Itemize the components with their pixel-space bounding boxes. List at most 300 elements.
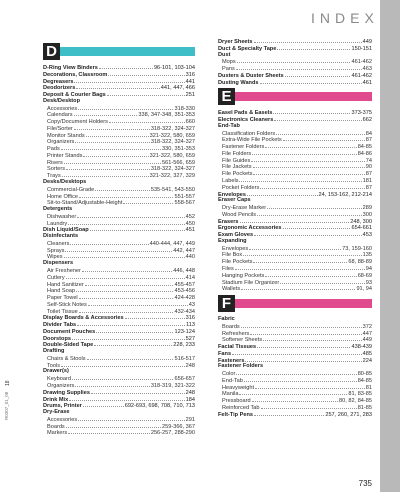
entry-term: Hand Sanitizer — [47, 281, 84, 288]
entry-term: Toilet Tissue — [47, 308, 78, 315]
index-entry — [218, 316, 372, 323]
entry-term: Dryer Sheets — [218, 39, 253, 45]
index-entry — [218, 343, 372, 350]
dot-leader — [257, 343, 350, 348]
side-margin-strip — [380, 0, 400, 492]
dot-leader — [75, 382, 149, 387]
dot-leader — [239, 177, 361, 182]
entry-term: File Pockets — [222, 259, 253, 266]
index-entry — [43, 91, 195, 98]
dot-leader — [82, 267, 172, 272]
letter-banner — [218, 88, 372, 105]
entry-pages: 561-566, 659 — [162, 159, 195, 166]
dot-leader — [232, 350, 362, 355]
index-entry — [218, 384, 372, 391]
dot-leader — [91, 389, 185, 394]
entry-term: Heavyweight — [222, 384, 255, 391]
index-entry — [43, 328, 195, 335]
banner-bar — [218, 92, 372, 101]
entry-term: Pads — [47, 146, 60, 153]
index-entry — [218, 45, 372, 52]
index-entry — [43, 199, 195, 206]
index-entry — [218, 370, 372, 377]
entry-pages: 440 — [185, 254, 195, 261]
index-entry — [43, 64, 195, 71]
dot-leader — [66, 274, 185, 279]
dot-leader — [260, 184, 364, 189]
entry-term: Pans — [222, 66, 235, 73]
index-entry — [218, 245, 372, 252]
index-entry — [43, 416, 195, 423]
entry-pages: 338, 347-348, 351-353 — [138, 112, 195, 119]
entry-term: Extra-Wide File Pockets — [222, 137, 282, 144]
index-entry — [43, 423, 195, 430]
entry-term: Wood Pencils — [222, 211, 257, 218]
dot-leader — [125, 314, 185, 319]
entry-term: Hand Soap — [47, 288, 75, 295]
dot-leader — [94, 341, 172, 346]
entry-term: D-Ring View Binders — [43, 65, 98, 71]
entry-pages: 654-661 — [351, 225, 372, 232]
entry-term: Electronics Cleaners — [218, 117, 274, 124]
dot-leader — [273, 109, 350, 114]
entry-pages: 84-85 — [357, 377, 372, 384]
entry-pages: 96-101, 103-104 — [153, 65, 195, 71]
index-entry — [43, 267, 195, 274]
index-entry — [43, 396, 195, 403]
entry-term: Files — [222, 265, 234, 272]
dot-leader — [62, 172, 149, 177]
index-entry — [43, 260, 195, 267]
entry-term: File Guides — [222, 157, 251, 164]
index-entry — [218, 65, 372, 72]
entry-term: Risers — [47, 159, 63, 166]
entry-term: Divider Tabs — [43, 322, 77, 329]
entry-term: Pressboard — [222, 398, 251, 405]
index-entry — [43, 193, 195, 200]
entry-pages: 446, 448 — [173, 267, 195, 274]
dot-leader — [283, 136, 365, 141]
dot-leader — [285, 72, 351, 77]
entry-pages: 452 — [185, 213, 195, 220]
dot-leader — [68, 429, 150, 434]
entry-term: Dish Liquid/Soap — [43, 227, 89, 234]
entry-pages: 81-85 — [357, 404, 372, 411]
dot-leader — [86, 132, 149, 137]
entry-term: Drawing Supplies — [43, 389, 90, 396]
index-entry — [218, 251, 372, 258]
entry-pages: 84 — [365, 130, 372, 137]
entry-term: Dispensers — [43, 260, 74, 267]
dot-leader — [280, 279, 365, 284]
index-entry — [43, 111, 195, 118]
index-entry — [43, 301, 195, 308]
entry-term: Boards — [222, 323, 240, 330]
entry-pages: 135 — [362, 252, 372, 259]
dot-leader — [90, 226, 185, 231]
index-entry — [218, 224, 372, 231]
dot-leader — [245, 357, 361, 362]
dot-leader — [253, 170, 364, 175]
entry-pages: 93 — [365, 279, 372, 286]
index-entry — [218, 231, 372, 238]
entry-term: Color — [222, 371, 236, 378]
index-entry — [43, 382, 195, 389]
entry-pages: 321-322, 580, 659 — [149, 152, 195, 159]
entry-pages: 318-322, 324-327 — [150, 139, 195, 146]
entry-term: Dust — [218, 51, 231, 58]
entry-term: Desk/Desktop — [43, 97, 80, 104]
entry-pages: 318-322, 324-327 — [150, 125, 195, 132]
entry-term: Facial Tissues — [218, 344, 257, 351]
dot-leader — [74, 111, 138, 116]
entry-term: File Box — [222, 252, 243, 259]
index-entry — [218, 323, 372, 330]
entry-term: Drafting — [43, 348, 65, 355]
index-entry — [43, 281, 195, 288]
entry-term: File Jackets — [222, 164, 252, 171]
entry-pages: 80-85 — [357, 371, 372, 378]
entry-term: Eraser Caps — [218, 197, 251, 204]
index-entry — [218, 150, 372, 157]
dot-leader — [74, 125, 150, 130]
entry-pages: 248 — [185, 389, 195, 396]
entry-term: Dusters & Duster Sheets — [218, 72, 284, 79]
index-entry — [43, 429, 195, 436]
index-entry — [218, 258, 372, 265]
dot-leader — [77, 213, 184, 218]
dot-leader — [283, 224, 351, 229]
entry-term: Exam Gloves — [218, 232, 254, 239]
index-entry — [43, 71, 195, 78]
index-entry — [218, 191, 372, 198]
index-entry — [218, 404, 372, 411]
index-entry — [43, 152, 195, 159]
entry-pages: 442, 447 — [173, 247, 195, 254]
dot-leader — [95, 186, 150, 191]
entry-term: Labels — [222, 178, 239, 185]
dot-leader — [75, 138, 149, 143]
dot-leader — [79, 193, 173, 198]
index-entry — [218, 330, 372, 337]
entry-term: Wipes — [47, 254, 63, 261]
entry-pages: 84-86 — [357, 150, 372, 157]
dot-leader — [109, 118, 185, 123]
index-entry — [43, 132, 195, 139]
index-entry — [218, 377, 372, 384]
entry-term: Fasteners — [218, 357, 245, 364]
dot-leader — [249, 245, 341, 250]
entry-term: Refreshers — [222, 330, 250, 337]
entry-pages: 424-428 — [174, 295, 195, 302]
entry-pages: 316 — [185, 71, 195, 78]
dot-leader — [87, 355, 174, 360]
entry-pages: 535-541, 543-550 — [150, 186, 195, 193]
entry-pages: 259-366, 367 — [162, 423, 195, 430]
entry-term: End-Tab — [222, 377, 243, 384]
dot-leader — [265, 143, 356, 148]
entry-term: Desks/Desktops — [43, 179, 87, 186]
index-entry — [218, 58, 372, 65]
dot-leader — [236, 65, 362, 70]
dot-leader — [250, 330, 361, 335]
entry-pages: 449 — [362, 39, 372, 45]
entry-pages: 81 — [365, 384, 372, 391]
entry-term: Boards — [47, 423, 65, 430]
entry-term: Calendars — [47, 112, 73, 119]
dot-leader — [61, 362, 185, 367]
dot-leader — [76, 84, 159, 89]
dot-leader — [237, 58, 351, 63]
index-entry — [43, 335, 195, 342]
entry-term: Stadium File Organizer — [222, 279, 280, 286]
index-entry — [218, 218, 372, 225]
entry-term: Deposit & Courier Bags — [43, 92, 106, 99]
dot-leader — [108, 71, 184, 76]
entry-term: Envelopes — [222, 245, 249, 252]
entry-term: Accessories — [47, 416, 78, 423]
index-header-title: INDEX — [311, 10, 379, 26]
entry-term: Duct & Specialty Tape — [218, 45, 277, 52]
entry-term: Cleaners — [47, 240, 70, 247]
index-entry — [43, 105, 195, 112]
entry-pages: 318-322, 324-327 — [150, 166, 195, 173]
entry-term: Display Boards & Accessories — [43, 315, 124, 322]
entry-pages: 289 — [362, 205, 372, 212]
entry-term: Easel Pads & Easels — [218, 110, 273, 117]
index-entry — [43, 375, 195, 382]
entry-term: Felt-Tip Pens — [218, 411, 254, 418]
entry-pages: 248 — [185, 362, 195, 369]
index-entry — [218, 177, 372, 184]
dot-leader — [255, 384, 365, 389]
entry-term: Erasers — [218, 218, 239, 225]
entry-pages: 692-693, 698, 708, 710, 713 — [124, 403, 195, 410]
dot-leader — [265, 272, 356, 277]
index-entry — [218, 72, 372, 79]
dot-leader — [239, 390, 347, 395]
index-entry — [43, 314, 195, 321]
dot-leader — [77, 321, 185, 326]
index-entry — [218, 279, 372, 286]
entry-term: File Folders — [222, 150, 252, 157]
entry-term: Dry-Erase Marker — [222, 205, 267, 212]
dot-leader — [241, 323, 362, 328]
index-entry — [43, 287, 195, 294]
index-entry — [218, 265, 372, 272]
index-entry — [218, 363, 372, 370]
entry-pages: 461 — [362, 79, 372, 86]
entry-pages: 87 — [365, 171, 372, 178]
index-entry — [218, 285, 372, 292]
index-entry — [43, 294, 195, 301]
entry-term: Dry-Erase — [43, 409, 70, 416]
section-letter: E — [218, 88, 235, 105]
index-entry — [43, 368, 195, 375]
entry-pages: 516-517 — [174, 355, 195, 362]
dot-leader — [240, 218, 350, 223]
index-entry — [43, 233, 195, 240]
dot-leader — [244, 377, 357, 382]
entry-term: Cutlery — [47, 274, 65, 281]
dot-leader — [79, 294, 174, 299]
dot-leader — [99, 64, 153, 69]
banner-bar — [43, 47, 195, 56]
entry-term: Sorters — [47, 166, 66, 173]
index-entry — [218, 411, 372, 418]
entry-term: Fastener Folders — [218, 363, 264, 370]
entry-pages: 228, 233 — [173, 342, 195, 349]
entry-pages: 558-567 — [174, 200, 195, 207]
index-entry — [43, 341, 195, 348]
dot-leader — [64, 253, 185, 258]
index-entry — [43, 145, 195, 152]
entry-pages: 256-257, 288-290 — [150, 430, 195, 437]
entry-term: Pocket Folders — [222, 184, 260, 191]
entry-pages: 291 — [185, 416, 195, 423]
entry-pages: 330, 351-353 — [162, 146, 195, 153]
entry-pages: 449 — [362, 337, 372, 344]
entry-term: Organizers — [47, 139, 75, 146]
index-entry — [218, 143, 372, 150]
entry-pages: 68, 88-89 — [348, 259, 372, 266]
dot-leader — [263, 336, 362, 341]
dot-leader — [253, 163, 365, 168]
entry-term: Printer Stands — [47, 152, 83, 159]
entry-pages: 660 — [185, 119, 195, 126]
index-entry — [43, 125, 195, 132]
dot-leader — [277, 45, 350, 50]
entry-term: Reinforced Tab — [222, 404, 260, 411]
index-entry — [43, 186, 195, 193]
entry-term: Manila — [222, 391, 239, 398]
entry-pages: 318-319, 321-322 — [150, 382, 195, 389]
entry-pages: 113 — [186, 322, 195, 329]
index-column-left — [43, 40, 195, 436]
entry-pages: 181 — [362, 178, 372, 185]
dot-leader — [83, 402, 124, 407]
dot-leader — [243, 251, 361, 256]
entry-term: Accessories — [47, 105, 78, 112]
entry-term: Disinfectants — [43, 233, 79, 240]
entry-pages: 224 — [362, 357, 372, 364]
dot-leader — [78, 105, 173, 110]
dot-leader — [251, 157, 364, 162]
dot-leader — [72, 335, 185, 340]
entry-pages: 527 — [185, 335, 195, 342]
dot-leader — [260, 79, 362, 84]
dot-leader — [65, 247, 172, 252]
entry-pages: 316 — [185, 315, 195, 322]
section-letter: D — [43, 43, 60, 60]
entry-pages: 91, 94 — [356, 286, 372, 293]
entry-term: Deodorizers — [43, 85, 76, 92]
entry-pages: 87 — [365, 137, 372, 144]
entry-term: Detergents — [43, 206, 73, 213]
entry-pages: 461-462 — [351, 72, 372, 79]
entry-term: Laundry — [47, 220, 68, 227]
index-entry — [43, 226, 195, 233]
index-entry — [218, 130, 372, 137]
entry-pages: 68-69 — [357, 272, 372, 279]
entry-pages: 257, 260, 271, 283 — [325, 411, 372, 418]
index-entry — [218, 170, 372, 177]
dot-leader — [76, 287, 173, 292]
page-number: 735 — [358, 479, 372, 488]
entry-term: Tools — [47, 362, 61, 369]
entry-term: Commercial-Grade — [47, 186, 95, 193]
entry-pages: 551-557 — [174, 193, 195, 200]
entry-pages: 84-85 — [357, 144, 372, 151]
entry-term: Drawer(s) — [43, 368, 69, 375]
entry-pages: 450 — [185, 220, 195, 227]
entry-pages: 321-322, 327, 329 — [149, 173, 195, 180]
index-entry — [43, 165, 195, 172]
index-entry — [218, 397, 372, 404]
entry-pages: 662 — [362, 117, 372, 124]
entry-term: Fans — [218, 350, 232, 357]
dot-leader — [78, 416, 185, 421]
index-entry — [218, 204, 372, 211]
entry-pages: 414 — [185, 274, 195, 281]
entry-term: Air Freshener — [47, 267, 81, 274]
entry-term: Document Pouches — [43, 328, 96, 335]
index-entry — [43, 159, 195, 166]
section-letter: F — [218, 295, 235, 312]
side-code: R0307_01_08 — [4, 391, 9, 420]
index-entry — [43, 138, 195, 145]
entry-pages: 73, 159-160 — [342, 245, 372, 252]
dot-leader — [61, 145, 161, 150]
entry-term: File Pockets — [222, 171, 253, 178]
dot-leader — [247, 191, 318, 196]
entry-pages: 440-444, 447, 449 — [149, 240, 195, 247]
entry-pages: 441, 447, 466 — [160, 85, 195, 92]
entry-term: Sprays — [47, 247, 65, 254]
entry-pages: 447 — [362, 330, 372, 337]
entry-pages: 461-462 — [351, 59, 372, 66]
entry-term: Decorations, Classroom — [43, 71, 108, 78]
index-entry — [43, 308, 195, 315]
entry-pages: 184 — [185, 396, 195, 403]
entry-pages: 438-439 — [351, 344, 372, 351]
entry-pages: 453-456 — [174, 288, 195, 295]
dot-leader — [254, 38, 362, 43]
entry-term: Home Office — [47, 193, 78, 200]
dot-leader — [69, 396, 184, 401]
letter-banner — [218, 295, 372, 312]
index-entry — [43, 355, 195, 362]
dot-leader — [254, 411, 324, 416]
index-entry — [218, 109, 372, 116]
entry-term: Double-Sided Tape — [43, 342, 94, 349]
entry-pages: 43 — [188, 301, 195, 308]
index-entry — [43, 172, 195, 179]
dot-leader — [66, 165, 150, 170]
entry-pages: 453 — [362, 232, 372, 239]
dot-leader — [261, 404, 357, 409]
entry-pages: 300 — [362, 211, 372, 218]
index-entry — [43, 213, 195, 220]
entry-term: Markers — [47, 430, 68, 437]
letter-banner — [43, 43, 195, 60]
entry-term: Monitor Stands — [47, 132, 85, 139]
dot-leader — [72, 375, 174, 380]
entry-term: Sit-to-Stand/Adjustable-Height — [47, 200, 123, 207]
index-entry — [218, 350, 372, 357]
entry-pages: 318-330 — [174, 105, 195, 112]
entry-term: Dishwasher — [47, 213, 77, 220]
